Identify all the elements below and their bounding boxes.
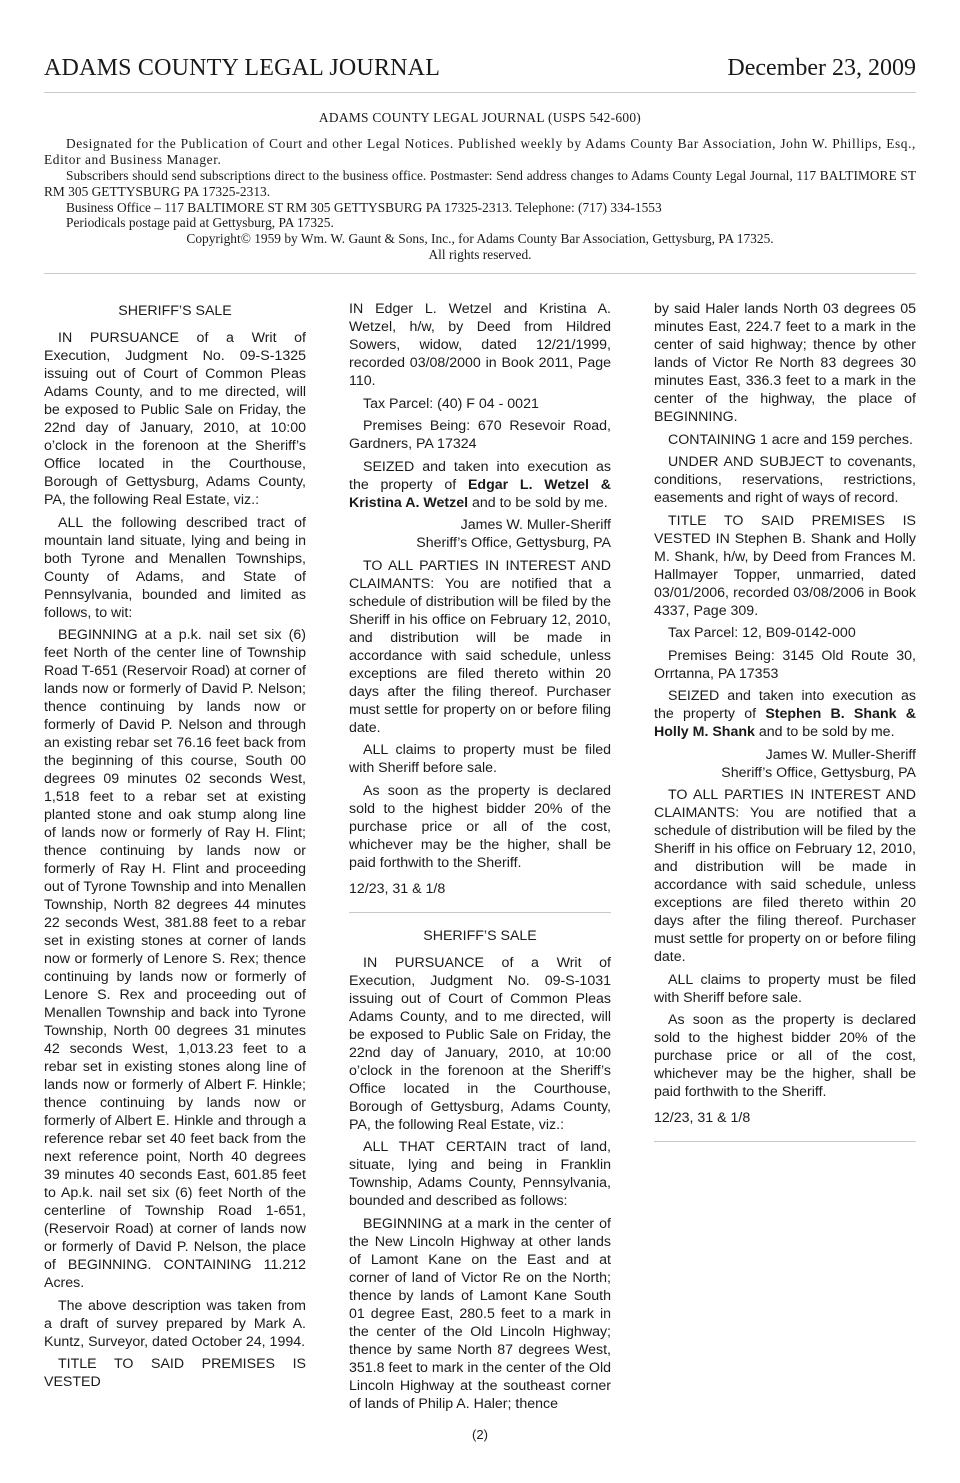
publication-info [44,110,916,263]
sale2-tax-parcel: Tax Parcel: 12, B09-0142-000 [668,625,856,641]
sale1-tax-parcel: Tax Parcel: (40) F 04 - 0021 [363,395,539,412]
sale1-dates: 12/23, 31 & 1/8 [349,880,446,897]
sale2-bidder: As soon as the property is declared sold to the highest bidder 20% of the purchase price or all of the cost, whichever may be the higher, shall be paid forthwith to the Sheriff. [654,1012,916,1100]
sale1-owner: Edgar L. Wetzel & Kristina A. Wetzel [349,476,611,511]
column-3 [654,300,916,1156]
subscription-notice: Subscribers should send subscriptions direct to the business office. Postmaster: Send address changes to Adams County Legal Journal, 117 BALTIMORE ST RM 305 GETTYSBURG PA 17325-2313. [44,167,916,199]
sale1-title-cont: IN Edger L. Wetzel and Kristina A. Wetzel, h/w, by Deed from Hildred Sowers, widow, dated 12/21/1999, recorded 03/08/2000 in Book 2011, Page 110. [349,301,611,389]
business-office: Business Office – 117 BALTIMORE ST RM 305 GETTYSBURG PA 17325-2313. Telephone: (717) 334-1553 [66,199,662,215]
sale2-seized-post: and to be sold by me. [758,724,895,740]
sale2-notice: TO ALL PARTIES IN INTEREST AND CLAIMANTS: You are notified that a schedule of distribution will be filed by the Sheriff in his office on February 12, 2010, and distribution will be made in accordance with said schedule, unless exceptions are filed thereto within 20 days after the filing thereof. Purchaser must settle for property on or before filing date. [654,787,916,965]
publication-title: ADAMS COUNTY LEGAL JOURNAL (USPS 542-600) [318,110,642,125]
sale2-claims: ALL claims to property must be filed with Sheriff before sale. [654,971,916,1006]
masthead-rule [44,92,916,93]
column-2 [349,300,611,1417]
masthead [44,52,916,90]
end-separator [654,1141,916,1142]
sale1-survey: The above description was taken from a draft of survey prepared by Mark A. Kuntz, Surveyor, dated October 24, 1994. [44,1297,306,1350]
postage-notice: Periodicals postage paid at Gettysburg, PA 17325. [66,215,334,231]
sale2-seized [654,687,916,741]
sale2-containing: CONTAINING 1 acre and 159 perches. [668,431,913,448]
sale2-beginning-start: BEGINNING at a mark in the center of the New Lincoln Highway at other lands of Lamont Kane on the East and at corner of land of Victor Re on the North; thence by lands of Lamont Kane South 01 degree East, 280.5 feet to a mark in the center of the Old Lincoln Highway; thence by same North 87 degrees West, 351.8 feet to mark in the center of the Old Lincoln Highway at the southeast corner of lands of Philip A. Haler; thence [349,1215,611,1412]
column-1 [44,300,306,1396]
sale2-seized-pre: SEIZED and taken into execution as the property of [654,688,916,722]
sale1-sheriff-name: James W. Muller-Sheriff [460,517,611,533]
sale2-subject: UNDER AND SUBJECT to covenants, conditions, reservations, restrictions, easements and right of ways of record. [654,454,916,506]
sale1-title-start: TITLE TO SAID PREMISES IS VESTED [44,1356,306,1390]
sale1-premises: Premises Being: 670 Resevoir Road, Gardners, PA 17324 [349,418,611,452]
designation-notice: Designated for the Publication of Court and other Legal Notices. Published weekly by Adams County Bar Association, John W. Phillips, Esq., Editor and Business Manager. [44,135,916,167]
sale2-sheriff-office: Sheriff’s Office, Gettysburg, PA [721,764,916,781]
sale2-owner: Stephen B. Shank & Holly M. Shank [654,706,916,740]
sale1-seized-post: and to be sold by me. [472,494,608,511]
sale1-beginning: BEGINNING at a p.k. nail set six (6) feet North of the center line of Township Road T-651 (Reservoir Road) at corner of lands now or formerly of David P. Nelson; thence continuing by lands now or formerly of David P. Nelson and through an existing rebar set 76.16 feet back from the beginning of this course, South 00 degrees 09 minutes 02 seconds West, 1,518 feet to a rebar set at existing planted stone and oak stump along line of lands now or formerly of Ray H. Flint; thence continuing by lands now or formerly of Ray H. Flint and proceeding out of Tyrone Township and into Menallen Township, North 82 degrees 44 minutes 22 seconds West, 381.88 feet to a rebar set in existing stones at corner of lands now or formerly of Lenore S. Rex; thence continuing by lands now or formerly of Lenore S. Rex and proceeding out of Menallen Township and back into Tyrone Township, North 00 degrees 31 minutes 42 seconds West, 1,013.23 feet to a rebar set in existing stones along line of lands now or formerly of Albert F. Hinkle; thence continuing by lands now or formerly of Albert E. Hinkle and through a reference rebar set 40 feet back from the next reference point, North 40 degrees 39 minutes 40 seconds East, 601.85 feet to Ap.k. nail set six (6) feet North of the centerline of Township Road 1-651, (Reservoir Road) at corner of lands now or formerly of David P. Nelson, the place of BEGINNING. CONTAINING 11.212 Acres. [44,627,306,1291]
info-rule [44,273,916,274]
sale2-beginning-cont: by said Haler lands North 03 degrees 05 minutes East, 224.7 feet to a mark in the center of said highway; thence by other lands of Victor Re North 83 degrees 30 minutes East, 336.3 feet to a mark in the center of the highway, the place of BEGINNING. [654,301,916,425]
sale2-premises: Premises Being: 3145 Old Route 30, Orrtanna, PA 17353 [654,647,916,682]
rights-notice: All rights reserved. [428,247,532,263]
sale2-pursuance: IN PURSUANCE of a Writ of Execution, Judgment No. 09-S-1031 issuing out of Court of Common Pleas Adams County, and to me directed, will be exposed to Public Sale on Friday, the 22nd day of January, 2010, at 10:00 o’clock in the forenoon at the Sheriff’s Office located in the Courthouse, Borough of Gettysburg, Adams County, PA, the following Real Estate, viz.: [349,954,611,1133]
sale2-heading: SHERIFF’S SALE [423,927,537,944]
sale1-bidder: As soon as the property is declared sold to the highest bidder 20% of the purchase price or all of the cost, whichever may be the higher, shall be paid forthwith to the Sheriff. [349,782,611,871]
sale1-seized [349,458,611,512]
sale2-title: TITLE TO SAID PREMISES IS VESTED IN Stephen B. Shank and Holly M. Shank, h/w, by Deed from Frances M. Hallmayer Topper, unmarried, dated 03/01/2006, recorded 03/08/2006 in Book 4337, Page 309. [654,512,916,619]
sale1-seized-pre: SEIZED and taken into execution as the property of [349,458,611,493]
sale2-sheriff-name: James W. Muller-Sheriff [765,746,916,763]
issue-date: December 23, 2009 [727,55,916,81]
sale1-tract: ALL the following described tract of mountain land situate, lying and being in both Tyrone and Menallen Townships, County of Adams, and State of Pennsylvania, bounded and limited as follows, to wit: [44,514,306,621]
sale1-pursuance: IN PURSUANCE of a Writ of Execution, Judgment No. 09-S-1325 issuing out of Court of Common Pleas Adams County, and to me directed, will be exposed to Public Sale on Friday, the 22nd day of January, 2010, at 10:00 o’clock in the forenoon at the Sheriff’s Office located in the Courthouse, Borough of Gettysburg, Adams County, PA, the following Real Estate, viz.: [44,330,306,508]
sale1-heading: SHERIFF’S SALE [118,303,232,319]
sale2-dates: 12/23, 31 & 1/8 [654,1110,751,1126]
sale-separator [349,912,611,913]
sale1-sheriff-office: Sheriff’s Office, Gettysburg, PA [416,535,611,551]
journal-title: ADAMS COUNTY LEGAL JOURNAL [44,55,441,81]
copyright-notice: Copyright© 1959 by Wm. W. Gaunt & Sons, Inc., for Adams County Bar Association, Gettysburg, PA 17325. [186,231,774,247]
sale2-tract: ALL THAT CERTAIN tract of land, situate, lying and being in Franklin Township, Adams County, Pennsylvania, bounded and described as follows: [349,1139,611,1209]
sale1-notice: TO ALL PARTIES IN INTEREST AND CLAIMANTS: You are notified that a schedule of distribution will be filed by the Sheriff in his office on February 12, 2010, and distribution will be made in accordance with said schedule, unless exceptions are filed thereto within 20 days after the filing thereof. Purchaser must settle for property on or before filing date. [349,557,611,736]
sale1-claims: ALL claims to property must be filed with Sheriff before sale. [349,742,611,776]
page-number: (2) [472,1427,488,1442]
